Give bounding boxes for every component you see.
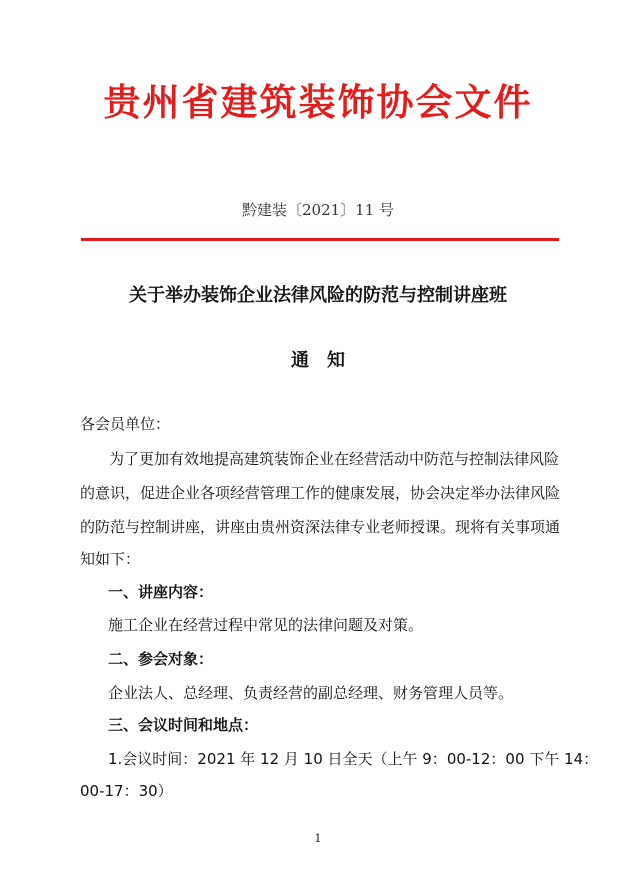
section-3-item-1-line-1: 1.会议时间：2021 年 12 月 10 日全天（上午 9：00-12：00 下午 14： [108, 750, 599, 768]
section-2-text: 企业法人、总经理、负责经营的副总经理、财务管理人员等。 [108, 684, 514, 702]
organization-title: 贵州省建筑装饰协会文件 [103, 80, 533, 124]
section-3-heading: 三、会议时间和地点： [108, 716, 259, 734]
section-1-text: 施工企业在经营过程中常见的法律问题及对策。 [108, 616, 424, 634]
intro-line-4: 知如下： [80, 550, 141, 568]
section-2-heading: 二、参会对象： [108, 650, 214, 668]
notice-subtitle: 通 知 [291, 350, 345, 371]
section-1-heading: 一、讲座内容： [108, 583, 214, 601]
intro-line-2: 的意识，促进企业各项经营管理工作的健康发展，协会决定举办法律风险 [80, 484, 561, 502]
section-3-item-1-line-2: 00-17：30） [80, 782, 173, 800]
document-number: 黔建装〔2021〕11 号 [241, 201, 395, 219]
salutation: 各会员单位： [80, 415, 171, 433]
intro-line-1: 为了更加有效地提高建筑装饰企业在经营活动中防范与控制法律风险 [109, 450, 560, 468]
red-divider-line [81, 238, 559, 241]
intro-line-3: 的防范与控制讲座，讲座由贵州资深法律专业老师授课。现将有关事项通 [80, 518, 561, 536]
page-number: 1 [314, 832, 322, 845]
notice-title: 关于举办装饰企业法律风险的防范与控制讲座班 [129, 285, 507, 306]
